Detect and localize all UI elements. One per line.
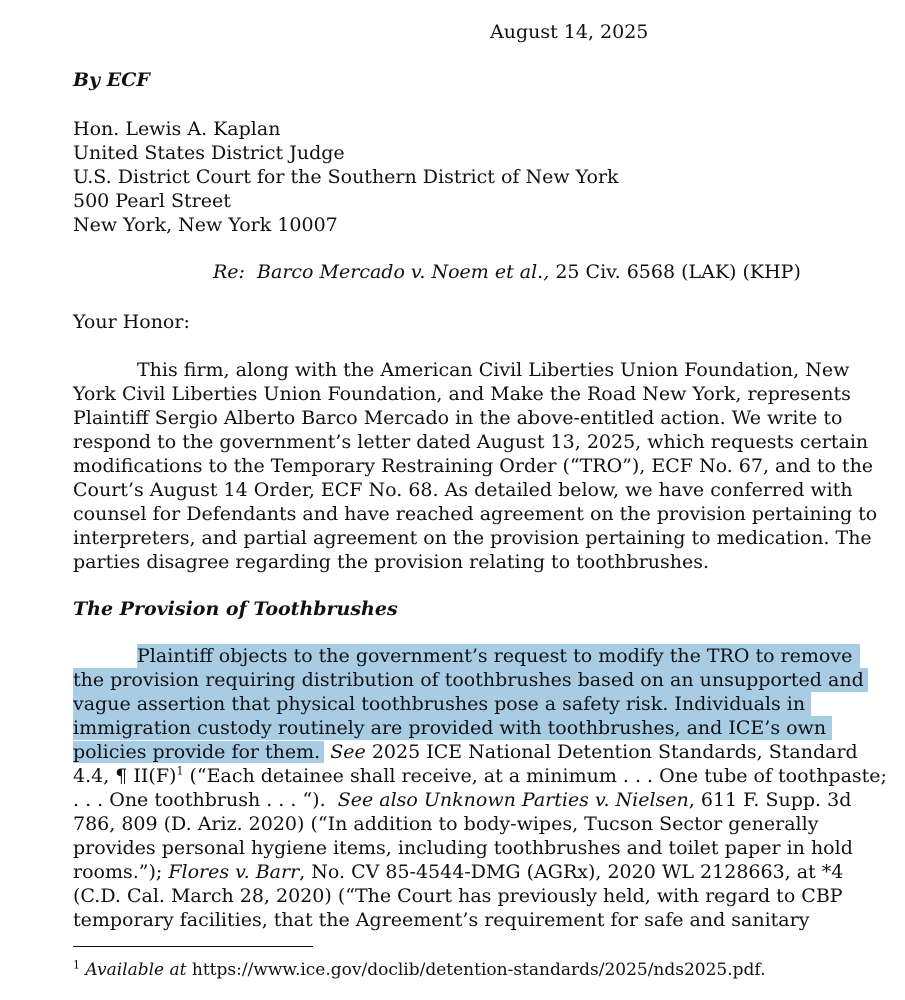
signal-see: See [330, 741, 366, 763]
case-number: 25 Civ. 6568 (LAK) (KHP) [555, 261, 801, 283]
paragraph-line: modifications to the Temporary Restraining Order (“TRO”), ECF No. 67, and to the [73, 455, 874, 477]
paragraph-line: interpreters, and partial agreement on the provision pertaining to medication. The [73, 527, 872, 549]
footnote-url[interactable]: https://www.ice.gov/doclib/detention-standards/2025/nds2025.pdf. [191, 960, 766, 980]
re-line [213, 260, 801, 284]
paragraph-line: Plaintiff Sergio Alberto Barco Mercado in the above-entitled action. We write to [73, 407, 843, 429]
footnote-label: Available at [85, 960, 187, 980]
paragraph-line: This firm, along with the American Civil Liberties Union Foundation, New [137, 359, 850, 381]
letter-date: August 14, 2025 [490, 21, 649, 43]
paragraph-line [73, 740, 858, 764]
case-citation: See also Unknown Parties v. Nielsen [337, 789, 689, 811]
addressee-line: 500 Pearl Street [73, 190, 231, 212]
citation-text: rooms.”); [73, 861, 163, 883]
citation-text: 2025 ICE National Detention Standards, Standard [371, 741, 858, 763]
citation-text: . . . One toothbrush . . . “). [73, 789, 326, 811]
addressee-line: United States District Judge [73, 142, 345, 164]
highlighted-line: immigration custody routinely are provided with toothbrushes, and ICE’s own [73, 716, 832, 740]
citation-text: , No. CV 85-4544-DMG (AGRx), 2020 WL 2128663, at *4 [299, 861, 844, 883]
delivery-method: By ECF [73, 69, 150, 91]
paragraph-line: parties disagree regarding the provision relating to toothbrushes. [73, 551, 710, 573]
footnote-marker: 1 [73, 958, 80, 972]
citation-text: , 611 F. Supp. 3d [688, 789, 852, 811]
highlighted-line: Plaintiff objects to the government’s request to modify the TRO to remove [137, 644, 860, 668]
section-heading: The Provision of Toothbrushes [73, 598, 398, 620]
paragraph-line: counsel for Defendants and have reached agreement on the provision pertaining to [73, 503, 878, 525]
paragraph-line: Court’s August 14 Order, ECF No. 68. As detailed below, we have conferred with [73, 479, 853, 501]
paragraph-line: temporary facilities, that the Agreement’s requirement for safe and sanitary [73, 909, 810, 931]
addressee-line: New York, New York 10007 [73, 214, 338, 236]
re-label: Re: [213, 261, 245, 283]
addressee-line: Hon. Lewis A. Kaplan [73, 118, 281, 140]
footnote-reference[interactable]: 1 [176, 764, 184, 778]
salutation: Your Honor: [73, 311, 190, 333]
paragraph-line: York Civil Liberties Union Foundation, and Make the Road New York, represents [73, 383, 851, 405]
paragraph-line: 786, 809 (D. Ariz. 2020) (“In addition to body-wipes, Tucson Sector generally [73, 813, 819, 835]
paragraph-line [73, 764, 887, 788]
paragraph-line: (C.D. Cal. March 28, 2020) (“The Court has previously held, with regard to CBP [73, 885, 843, 907]
addressee-line: U.S. District Court for the Southern District of New York [73, 166, 619, 188]
paragraph-line [73, 788, 851, 812]
citation-text: 4.4, ¶ II(F) [73, 765, 177, 787]
footnote-divider [73, 946, 313, 947]
footnote [73, 958, 766, 982]
case-citation: Flores v. Barr [168, 861, 300, 883]
paragraph-line [73, 860, 843, 884]
paragraph-line: provides personal hygiene items, including toothbrushes and toilet paper in hold [73, 837, 853, 859]
paragraph-line: respond to the government’s letter dated August 13, 2025, which requests certain [73, 431, 869, 453]
highlighted-line: the provision requiring distribution of toothbrushes based on an unsupported and [73, 668, 868, 692]
citation-text: (“Each detainee shall receive, at a minimum . . . One tube of toothpaste; [183, 765, 887, 787]
case-name: Barco Mercado v. Noem et al., [257, 261, 550, 283]
highlighted-line: vague assertion that physical toothbrushes pose a safety risk. Individuals in [73, 692, 811, 716]
highlighted-text: policies provide for them. [73, 741, 324, 763]
